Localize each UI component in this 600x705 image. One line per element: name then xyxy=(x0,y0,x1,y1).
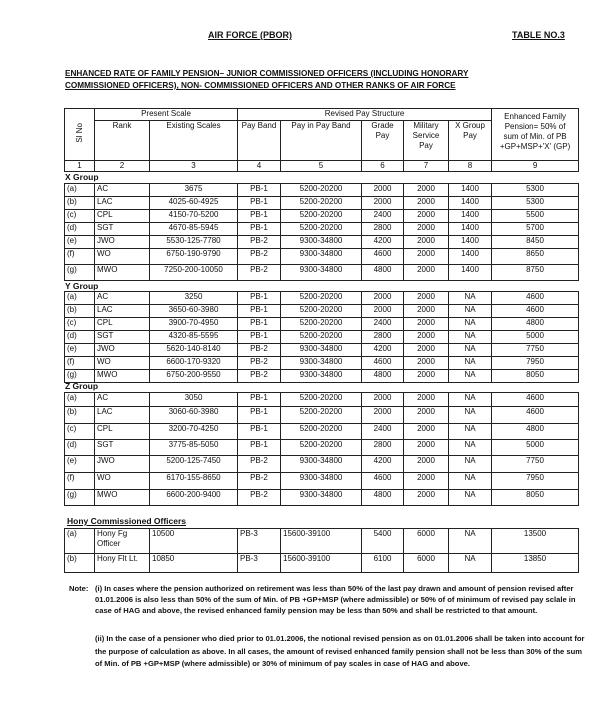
z-group-label: Z Group xyxy=(65,381,99,391)
cell-existing-scale: 3650-60-3980 xyxy=(150,305,238,318)
cell-rank: MWO xyxy=(95,490,150,506)
cell-rank: LAC xyxy=(95,305,150,318)
col-number: 4 xyxy=(238,161,281,172)
cell-rank: JWO xyxy=(95,456,150,473)
cell-pay-in-pay-band: 9300-34800 xyxy=(281,265,362,281)
cell-pay-in-pay-band: 9300-34800 xyxy=(281,236,362,249)
cell-enhanced-family-pension: 8050 xyxy=(492,370,579,383)
cell-enhanced-family-pension: 5500 xyxy=(492,210,579,223)
cell-sl-no: (g) xyxy=(65,370,95,383)
cell-pay-in-pay-band: 9300-34800 xyxy=(281,357,362,370)
cell-military-service-pay: 2000 xyxy=(404,318,449,331)
cell-military-service-pay: 2000 xyxy=(404,490,449,506)
table-row xyxy=(65,554,579,573)
cell-pay-in-pay-band: 5200-20200 xyxy=(281,318,362,331)
cell-grade-pay: 2000 xyxy=(362,407,404,424)
cell-pay-in-pay-band: 5200-20200 xyxy=(281,197,362,210)
cell-pay-band: PB-1 xyxy=(238,305,281,318)
col-number: 8 xyxy=(449,161,492,172)
col-number: 3 xyxy=(150,161,238,172)
cell-sl-no: (g) xyxy=(65,265,95,281)
cell-x-group-pay: NA xyxy=(449,440,492,456)
cell-x-group-pay: NA xyxy=(449,424,492,440)
cell-rank: JWO xyxy=(95,344,150,357)
cell-pay-band: PB-2 xyxy=(238,370,281,383)
cell-x-group-pay: NA xyxy=(449,318,492,331)
cell-military-service-pay: 2000 xyxy=(404,370,449,383)
cell-sl-no: (f) xyxy=(65,249,95,265)
cell-military-service-pay: 2000 xyxy=(404,305,449,318)
cell-grade-pay: 4800 xyxy=(362,490,404,506)
cell-pay-in-pay-band: 15600-39100 xyxy=(281,529,362,554)
cell-sl-no: (c) xyxy=(65,210,95,223)
cell-rank: CPL xyxy=(95,210,150,223)
cell-existing-scale: 10850 xyxy=(150,554,238,573)
cell-pay-in-pay-band: 9300-34800 xyxy=(281,249,362,265)
table-row xyxy=(65,370,579,383)
cell-enhanced-family-pension: 8750 xyxy=(492,265,579,281)
cell-grade-pay: 2000 xyxy=(362,305,404,318)
subtitle-line-1: ENHANCED RATE OF FAMILY PENSION– JUNIOR COMMISSIONED OFFICERS (INCLUDING HONORARY xyxy=(65,69,469,78)
cell-existing-scale: 10500 xyxy=(150,529,238,554)
cell-enhanced-family-pension: 4600 xyxy=(492,393,579,407)
note-label: Note: xyxy=(69,584,89,593)
cell-pay-band: PB-1 xyxy=(238,393,281,407)
cell-enhanced-family-pension: 5300 xyxy=(492,184,579,197)
cell-pay-in-pay-band: 9300-34800 xyxy=(281,456,362,473)
cell-enhanced-family-pension: 7750 xyxy=(492,344,579,357)
cell-military-service-pay: 2000 xyxy=(404,357,449,370)
table-row xyxy=(65,407,579,424)
cell-rank: CPL xyxy=(95,424,150,440)
cell-grade-pay: 4800 xyxy=(362,265,404,281)
header-rank: Rank xyxy=(95,121,150,161)
table-row xyxy=(65,292,579,305)
header-x-group-pay: X Group Pay xyxy=(449,121,492,161)
cell-grade-pay: 6100 xyxy=(362,554,404,573)
cell-x-group-pay: NA xyxy=(449,456,492,473)
table-row xyxy=(65,393,579,407)
cell-enhanced-family-pension: 5700 xyxy=(492,223,579,236)
cell-sl-no: (b) xyxy=(65,407,95,424)
cell-x-group-pay: NA xyxy=(449,305,492,318)
cell-pay-in-pay-band: 9300-34800 xyxy=(281,473,362,490)
x-group-label: X Group xyxy=(65,172,99,182)
cell-existing-scale: 6170-155-8650 xyxy=(150,473,238,490)
table-row xyxy=(65,490,579,506)
cell-x-group-pay: 1400 xyxy=(449,210,492,223)
cell-existing-scale: 4670-85-5945 xyxy=(150,223,238,236)
cell-military-service-pay: 2000 xyxy=(404,407,449,424)
cell-enhanced-family-pension: 4600 xyxy=(492,305,579,318)
cell-pay-band: PB-3 xyxy=(238,529,281,554)
cell-pay-band: PB-1 xyxy=(238,424,281,440)
cell-existing-scale: 6600-200-9400 xyxy=(150,490,238,506)
cell-military-service-pay: 2000 xyxy=(404,344,449,357)
cell-x-group-pay: 1400 xyxy=(449,249,492,265)
cell-enhanced-family-pension: 5000 xyxy=(492,440,579,456)
cell-pay-in-pay-band: 15600-39100 xyxy=(281,554,362,573)
cell-military-service-pay: 2000 xyxy=(404,456,449,473)
cell-grade-pay: 4600 xyxy=(362,357,404,370)
cell-pay-band: PB-1 xyxy=(238,407,281,424)
cell-pay-band: PB-1 xyxy=(238,184,281,197)
note-1-text: (i) In cases where the pension authorized on retirement was less than 50% of the last pay drawn and amount of pension revised after 01.01.2006 is also less than 50% of the sum of Min. of PB +GP+MSP (where admissible) or 50% of of minimum of revised pay sclale in case of HAG and above, the revised enhanced family pension may be less than 50% and shall be restricted to that amount. xyxy=(95,584,576,615)
cell-x-group-pay: NA xyxy=(449,331,492,344)
cell-pay-band: PB-2 xyxy=(238,249,281,265)
cell-existing-scale: 6750-200-9550 xyxy=(150,370,238,383)
cell-existing-scale: 5620-140-8140 xyxy=(150,344,238,357)
cell-military-service-pay: 2000 xyxy=(404,473,449,490)
table-row xyxy=(65,456,579,473)
cell-military-service-pay: 2000 xyxy=(404,197,449,210)
cell-sl-no: (b) xyxy=(65,197,95,210)
cell-grade-pay: 4200 xyxy=(362,236,404,249)
cell-grade-pay: 4800 xyxy=(362,370,404,383)
cell-enhanced-family-pension: 4600 xyxy=(492,292,579,305)
table-row xyxy=(65,236,579,249)
cell-existing-scale: 3200-70-4250 xyxy=(150,424,238,440)
cell-enhanced-family-pension: 4800 xyxy=(492,318,579,331)
cell-x-group-pay: NA xyxy=(449,554,492,573)
header-present-scale: Present Scale xyxy=(95,109,238,121)
cell-x-group-pay: NA xyxy=(449,407,492,424)
cell-existing-scale: 3050 xyxy=(150,393,238,407)
cell-rank: WO xyxy=(95,249,150,265)
cell-military-service-pay: 2000 xyxy=(404,331,449,344)
document-title: AIR FORCE (PBOR) xyxy=(208,30,292,40)
cell-military-service-pay: 2000 xyxy=(404,393,449,407)
cell-military-service-pay: 2000 xyxy=(404,424,449,440)
subtitle-line-2: COMMISSIONED OFFICERS), NON- COMMISSIONED OFFICERS AND OTHER RANKS OF AIR FORCE xyxy=(65,81,456,90)
cell-enhanced-family-pension: 8650 xyxy=(492,249,579,265)
cell-pay-band: PB-1 xyxy=(238,223,281,236)
cell-rank: WO xyxy=(95,357,150,370)
cell-existing-scale: 6600-170-9320 xyxy=(150,357,238,370)
table-row xyxy=(65,529,579,554)
cell-pay-in-pay-band: 5200-20200 xyxy=(281,424,362,440)
cell-existing-scale: 3675 xyxy=(150,184,238,197)
cell-pay-band: PB-2 xyxy=(238,357,281,370)
table-number: TABLE NO.3 xyxy=(512,30,565,40)
cell-pay-band: PB-1 xyxy=(238,440,281,456)
cell-military-service-pay: 2000 xyxy=(404,184,449,197)
cell-enhanced-family-pension: 4600 xyxy=(492,407,579,424)
cell-enhanced-family-pension: 4800 xyxy=(492,424,579,440)
cell-x-group-pay: NA xyxy=(449,357,492,370)
cell-grade-pay: 2000 xyxy=(362,197,404,210)
cell-sl-no: (d) xyxy=(65,223,95,236)
column-header-table xyxy=(64,108,579,172)
cell-enhanced-family-pension: 13500 xyxy=(492,529,579,554)
hony-officers-table xyxy=(64,528,579,573)
cell-enhanced-family-pension: 5000 xyxy=(492,331,579,344)
table-row xyxy=(65,318,579,331)
cell-pay-in-pay-band: 5200-20200 xyxy=(281,292,362,305)
table-row xyxy=(65,210,579,223)
cell-grade-pay: 5400 xyxy=(362,529,404,554)
cell-enhanced-family-pension: 13850 xyxy=(492,554,579,573)
cell-pay-in-pay-band: 5200-20200 xyxy=(281,407,362,424)
cell-x-group-pay: NA xyxy=(449,344,492,357)
note-2-text: (ii) In the case of a pensioner who died prior to 01.01.2006, the notional revised pension as on 01.01.2006 shall be taken into account for the purpose of calculation as above. In all cases, the amount of revised enhanced family pension shall not be less than 30% of the sum of Min. of PB +GP+MSP (where admissible) or 30% of minimum of pay scales in case of HAG and above. xyxy=(95,634,585,669)
cell-grade-pay: 2400 xyxy=(362,424,404,440)
col-number: 7 xyxy=(404,161,449,172)
cell-grade-pay: 2000 xyxy=(362,393,404,407)
cell-pay-band: PB-2 xyxy=(238,456,281,473)
cell-sl-no: (a) xyxy=(65,393,95,407)
cell-military-service-pay: 2000 xyxy=(404,292,449,305)
cell-rank: WO xyxy=(95,473,150,490)
cell-rank: JWO xyxy=(95,236,150,249)
cell-existing-scale: 5530-125-7780 xyxy=(150,236,238,249)
table-row xyxy=(65,223,579,236)
cell-military-service-pay: 2000 xyxy=(404,249,449,265)
cell-pay-in-pay-band: 5200-20200 xyxy=(281,223,362,236)
cell-sl-no: (f) xyxy=(65,473,95,490)
table-row xyxy=(65,424,579,440)
cell-grade-pay: 4200 xyxy=(362,456,404,473)
cell-rank: SGT xyxy=(95,331,150,344)
cell-pay-in-pay-band: 5200-20200 xyxy=(281,210,362,223)
cell-existing-scale: 4025-60-4925 xyxy=(150,197,238,210)
cell-military-service-pay: 2000 xyxy=(404,440,449,456)
cell-rank: CPL xyxy=(95,318,150,331)
y-group-table xyxy=(64,291,579,383)
cell-rank: Hony Fg Officer xyxy=(95,529,150,554)
table-row xyxy=(65,473,579,490)
cell-pay-band: PB-1 xyxy=(238,318,281,331)
cell-grade-pay: 2400 xyxy=(362,210,404,223)
cell-grade-pay: 4200 xyxy=(362,344,404,357)
cell-military-service-pay: 6000 xyxy=(404,529,449,554)
table-row xyxy=(65,344,579,357)
cell-pay-in-pay-band: 5200-20200 xyxy=(281,393,362,407)
cell-military-service-pay: 2000 xyxy=(404,236,449,249)
cell-sl-no: (c) xyxy=(65,318,95,331)
header-military-service-pay: Military Service Pay xyxy=(404,121,449,161)
cell-grade-pay: 4600 xyxy=(362,249,404,265)
cell-x-group-pay: NA xyxy=(449,370,492,383)
cell-grade-pay: 2800 xyxy=(362,223,404,236)
cell-rank: SGT xyxy=(95,223,150,236)
cell-rank: AC xyxy=(95,393,150,407)
cell-enhanced-family-pension: 8450 xyxy=(492,236,579,249)
cell-sl-no: (d) xyxy=(65,440,95,456)
table-row xyxy=(65,249,579,265)
cell-sl-no: (b) xyxy=(65,305,95,318)
cell-rank: LAC xyxy=(95,197,150,210)
table-row xyxy=(65,265,579,281)
cell-sl-no: (b) xyxy=(65,554,95,573)
cell-pay-band: PB-1 xyxy=(238,197,281,210)
col-number: 5 xyxy=(281,161,362,172)
cell-sl-no: (e) xyxy=(65,456,95,473)
y-group-label: Y Group xyxy=(65,281,99,291)
cell-rank: AC xyxy=(95,292,150,305)
cell-sl-no: (a) xyxy=(65,292,95,305)
cell-x-group-pay: 1400 xyxy=(449,236,492,249)
cell-military-service-pay: 2000 xyxy=(404,223,449,236)
cell-existing-scale: 4320-85-5595 xyxy=(150,331,238,344)
header-grade-pay: Grade Pay xyxy=(362,121,404,161)
cell-rank: MWO xyxy=(95,370,150,383)
cell-enhanced-family-pension: 7950 xyxy=(492,357,579,370)
cell-sl-no: (a) xyxy=(65,529,95,554)
cell-pay-in-pay-band: 9300-34800 xyxy=(281,490,362,506)
cell-enhanced-family-pension: 7950 xyxy=(492,473,579,490)
cell-enhanced-family-pension: 5300 xyxy=(492,197,579,210)
cell-rank: SGT xyxy=(95,440,150,456)
cell-x-group-pay: NA xyxy=(449,292,492,305)
cell-military-service-pay: 2000 xyxy=(404,265,449,281)
cell-existing-scale: 7250-200-10050 xyxy=(150,265,238,281)
cell-enhanced-family-pension: 8050 xyxy=(492,490,579,506)
table-subtitle xyxy=(65,68,585,92)
cell-x-group-pay: 1400 xyxy=(449,184,492,197)
cell-pay-band: PB-3 xyxy=(238,554,281,573)
cell-pay-in-pay-band: 5200-20200 xyxy=(281,184,362,197)
cell-existing-scale: 3250 xyxy=(150,292,238,305)
col-number: 9 xyxy=(492,161,579,172)
cell-pay-band: PB-2 xyxy=(238,490,281,506)
cell-grade-pay: 2800 xyxy=(362,440,404,456)
cell-grade-pay: 4600 xyxy=(362,473,404,490)
cell-sl-no: (a) xyxy=(65,184,95,197)
cell-x-group-pay: NA xyxy=(449,490,492,506)
cell-grade-pay: 2000 xyxy=(362,292,404,305)
cell-pay-in-pay-band: 5200-20200 xyxy=(281,305,362,318)
cell-x-group-pay: NA xyxy=(449,473,492,490)
z-group-table xyxy=(64,392,579,506)
cell-pay-band: PB-2 xyxy=(238,236,281,249)
x-group-table xyxy=(64,183,579,281)
cell-pay-in-pay-band: 5200-20200 xyxy=(281,331,362,344)
cell-rank: AC xyxy=(95,184,150,197)
table-row xyxy=(65,305,579,318)
cell-sl-no: (f) xyxy=(65,357,95,370)
cell-x-group-pay: 1400 xyxy=(449,223,492,236)
header-enhanced-family-pension: Enhanced Family Pension= 50% of sum of Min. of PB +GP+MSP+'X' (GP) xyxy=(492,109,579,161)
table-row xyxy=(65,184,579,197)
cell-grade-pay: 2400 xyxy=(362,318,404,331)
col-number: 1 xyxy=(65,161,95,172)
note-1 xyxy=(69,583,581,616)
header-revised-pay-structure: Revised Pay Structure xyxy=(238,109,492,121)
cell-rank: MWO xyxy=(95,265,150,281)
cell-pay-band: PB-1 xyxy=(238,292,281,305)
cell-pay-band: PB-1 xyxy=(238,331,281,344)
cell-sl-no: (e) xyxy=(65,344,95,357)
table-row xyxy=(65,357,579,370)
cell-sl-no: (g) xyxy=(65,490,95,506)
header-pay-in-pay-band: Pay in Pay Band xyxy=(281,121,362,161)
cell-existing-scale: 4150-70-5200 xyxy=(150,210,238,223)
cell-military-service-pay: 6000 xyxy=(404,554,449,573)
cell-existing-scale: 3060-60-3980 xyxy=(150,407,238,424)
cell-existing-scale: 5200-125-7450 xyxy=(150,456,238,473)
cell-military-service-pay: 2000 xyxy=(404,210,449,223)
cell-existing-scale: 3775-85-5050 xyxy=(150,440,238,456)
cell-pay-in-pay-band: 9300-34800 xyxy=(281,344,362,357)
col-number: 2 xyxy=(95,161,150,172)
cell-enhanced-family-pension: 7750 xyxy=(492,456,579,473)
cell-rank: Hony Flt Lt. xyxy=(95,554,150,573)
cell-sl-no: (d) xyxy=(65,331,95,344)
cell-sl-no: (e) xyxy=(65,236,95,249)
cell-x-group-pay: NA xyxy=(449,393,492,407)
cell-existing-scale: 6750-190-9790 xyxy=(150,249,238,265)
cell-pay-band: PB-2 xyxy=(238,473,281,490)
header-existing-scales: Existing Scales xyxy=(150,121,238,161)
cell-x-group-pay: 1400 xyxy=(449,265,492,281)
cell-grade-pay: 2000 xyxy=(362,184,404,197)
cell-pay-band: PB-2 xyxy=(238,344,281,357)
cell-x-group-pay: 1400 xyxy=(449,197,492,210)
cell-pay-in-pay-band: 5200-20200 xyxy=(281,440,362,456)
cell-pay-band: PB-2 xyxy=(238,265,281,281)
cell-pay-band: PB-1 xyxy=(238,210,281,223)
cell-existing-scale: 3900-70-4950 xyxy=(150,318,238,331)
header-sl-no: Sl No xyxy=(65,109,95,161)
cell-grade-pay: 2800 xyxy=(362,331,404,344)
table-row xyxy=(65,331,579,344)
table-row xyxy=(65,440,579,456)
header-pay-band: Pay Band xyxy=(238,121,281,161)
cell-sl-no: (c) xyxy=(65,424,95,440)
cell-pay-in-pay-band: 9300-34800 xyxy=(281,370,362,383)
col-number: 6 xyxy=(362,161,404,172)
cell-rank: LAC xyxy=(95,407,150,424)
table-row xyxy=(65,197,579,210)
cell-x-group-pay: NA xyxy=(449,529,492,554)
hony-officers-label: Hony Commissioned Officers xyxy=(67,516,187,526)
